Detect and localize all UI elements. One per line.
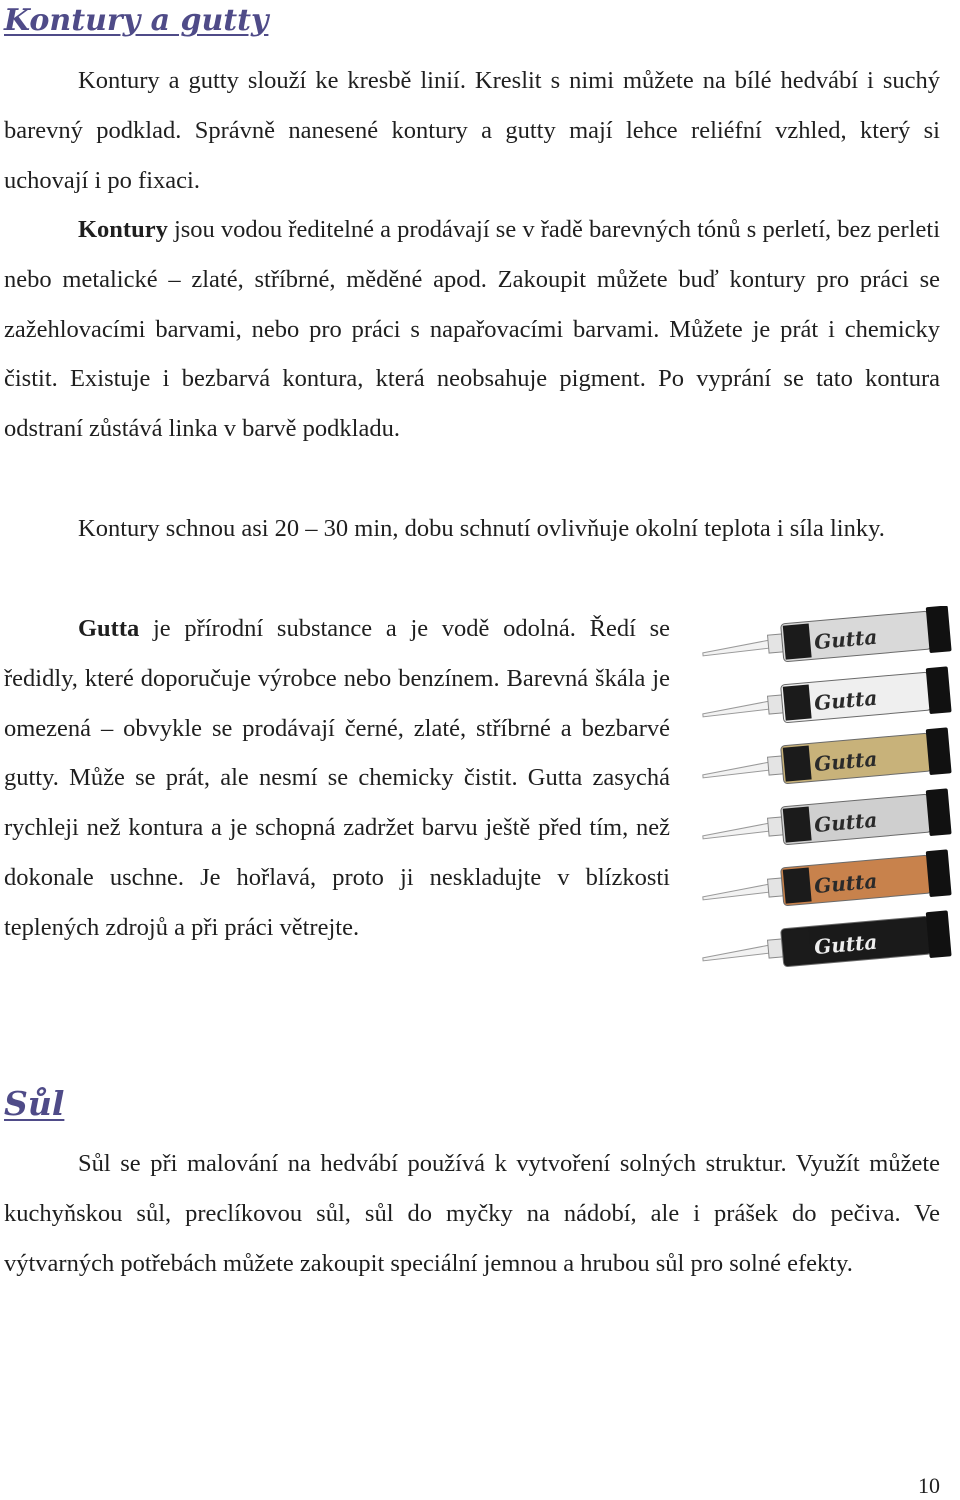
paragraph-kontury xyxy=(4,205,940,454)
paragraph-gutta-text: je přírodní substance a je vodě odolná. Ředí se ředidly, které doporučuje výrobce nebo benzínem. Barevná škála je omezená – obvykle se prodávají černé, zlaté, stříbrné a bezbarvé gutty. Může se prát, ale nesmí se chemicky čistit. Gutta zasychá rychleji než kontura a je schopná zadržet barvu ještě před tím, než dokonale uschne. Je hořlavá, proto ji neskladujte v blízkosti teplených zdrojů a při práci větrejte. xyxy=(4,615,670,941)
tube-brand-label: Gutta xyxy=(813,746,879,777)
term-gutta: Gutta xyxy=(78,615,140,642)
paragraph-kontury-text: jsou vodou ředitelné a prodávají se v řadě barevných tónů s perletí, bez perleti nebo metalické – zlaté, stříbrné, měděné apod. Zakoupit můžete buď kontury pro práci se zažehlovacími barvami, nebo pro práci s napařovacími barvami. Můžete je prát i chemicky čistit. Existuje i bezbarvá kontura, která neobsahuje pigment. Po vyprání se tato kontura odstraní zůstává linka v barvě podkladu. xyxy=(4,216,941,443)
tube-brand-label: Gutta xyxy=(813,868,879,899)
paragraph-drying: Kontury schnou asi 20 – 30 min, dobu schnutí ovlivňuje okolní teplota i síla linky. xyxy=(78,515,885,542)
tube-brand-label: Gutta xyxy=(813,929,879,960)
tube-brand-label: Gutta xyxy=(813,685,879,716)
paragraph-sul: Sůl se při malování na hedvábí používá k vytvoření solných struktur. Využít můžete kuchyňskou sůl, preclíkovou sůl, sůl do myčky na nádobí, ale i prášek do pečiva. Ve výtvarných potřebách můžete zakoupit speciální jemnou a hrubou sůl pro solné efekty. xyxy=(4,1150,940,1277)
section-title-kontury: Kontury a gutty xyxy=(4,3,269,38)
gutta-tube xyxy=(701,606,952,673)
paragraph-intro: Kontury a gutty slouží ke kresbě linií. Kreslit s nimi můžete na bílé hedvábí i suchý barevný podklad. Správně nanesené kontury a gutty mají lehce reliéfní vzhled, který si uchovají i po fixaci. xyxy=(4,67,940,194)
gutta-tube xyxy=(701,727,952,794)
section-title-sul: Sůl xyxy=(4,1084,65,1123)
gutta-tubes-image xyxy=(700,606,954,976)
term-kontury: Kontury xyxy=(78,216,168,243)
paragraph-gutta xyxy=(4,604,670,953)
gutta-tube xyxy=(701,788,952,855)
gutta-tube xyxy=(701,849,952,916)
gutta-tube xyxy=(701,666,952,733)
tube-brand-label: Gutta xyxy=(813,807,879,838)
tube-brand-label: Gutta xyxy=(813,624,879,655)
gutta-tube xyxy=(701,910,952,976)
page-number: 10 xyxy=(918,1473,940,1498)
